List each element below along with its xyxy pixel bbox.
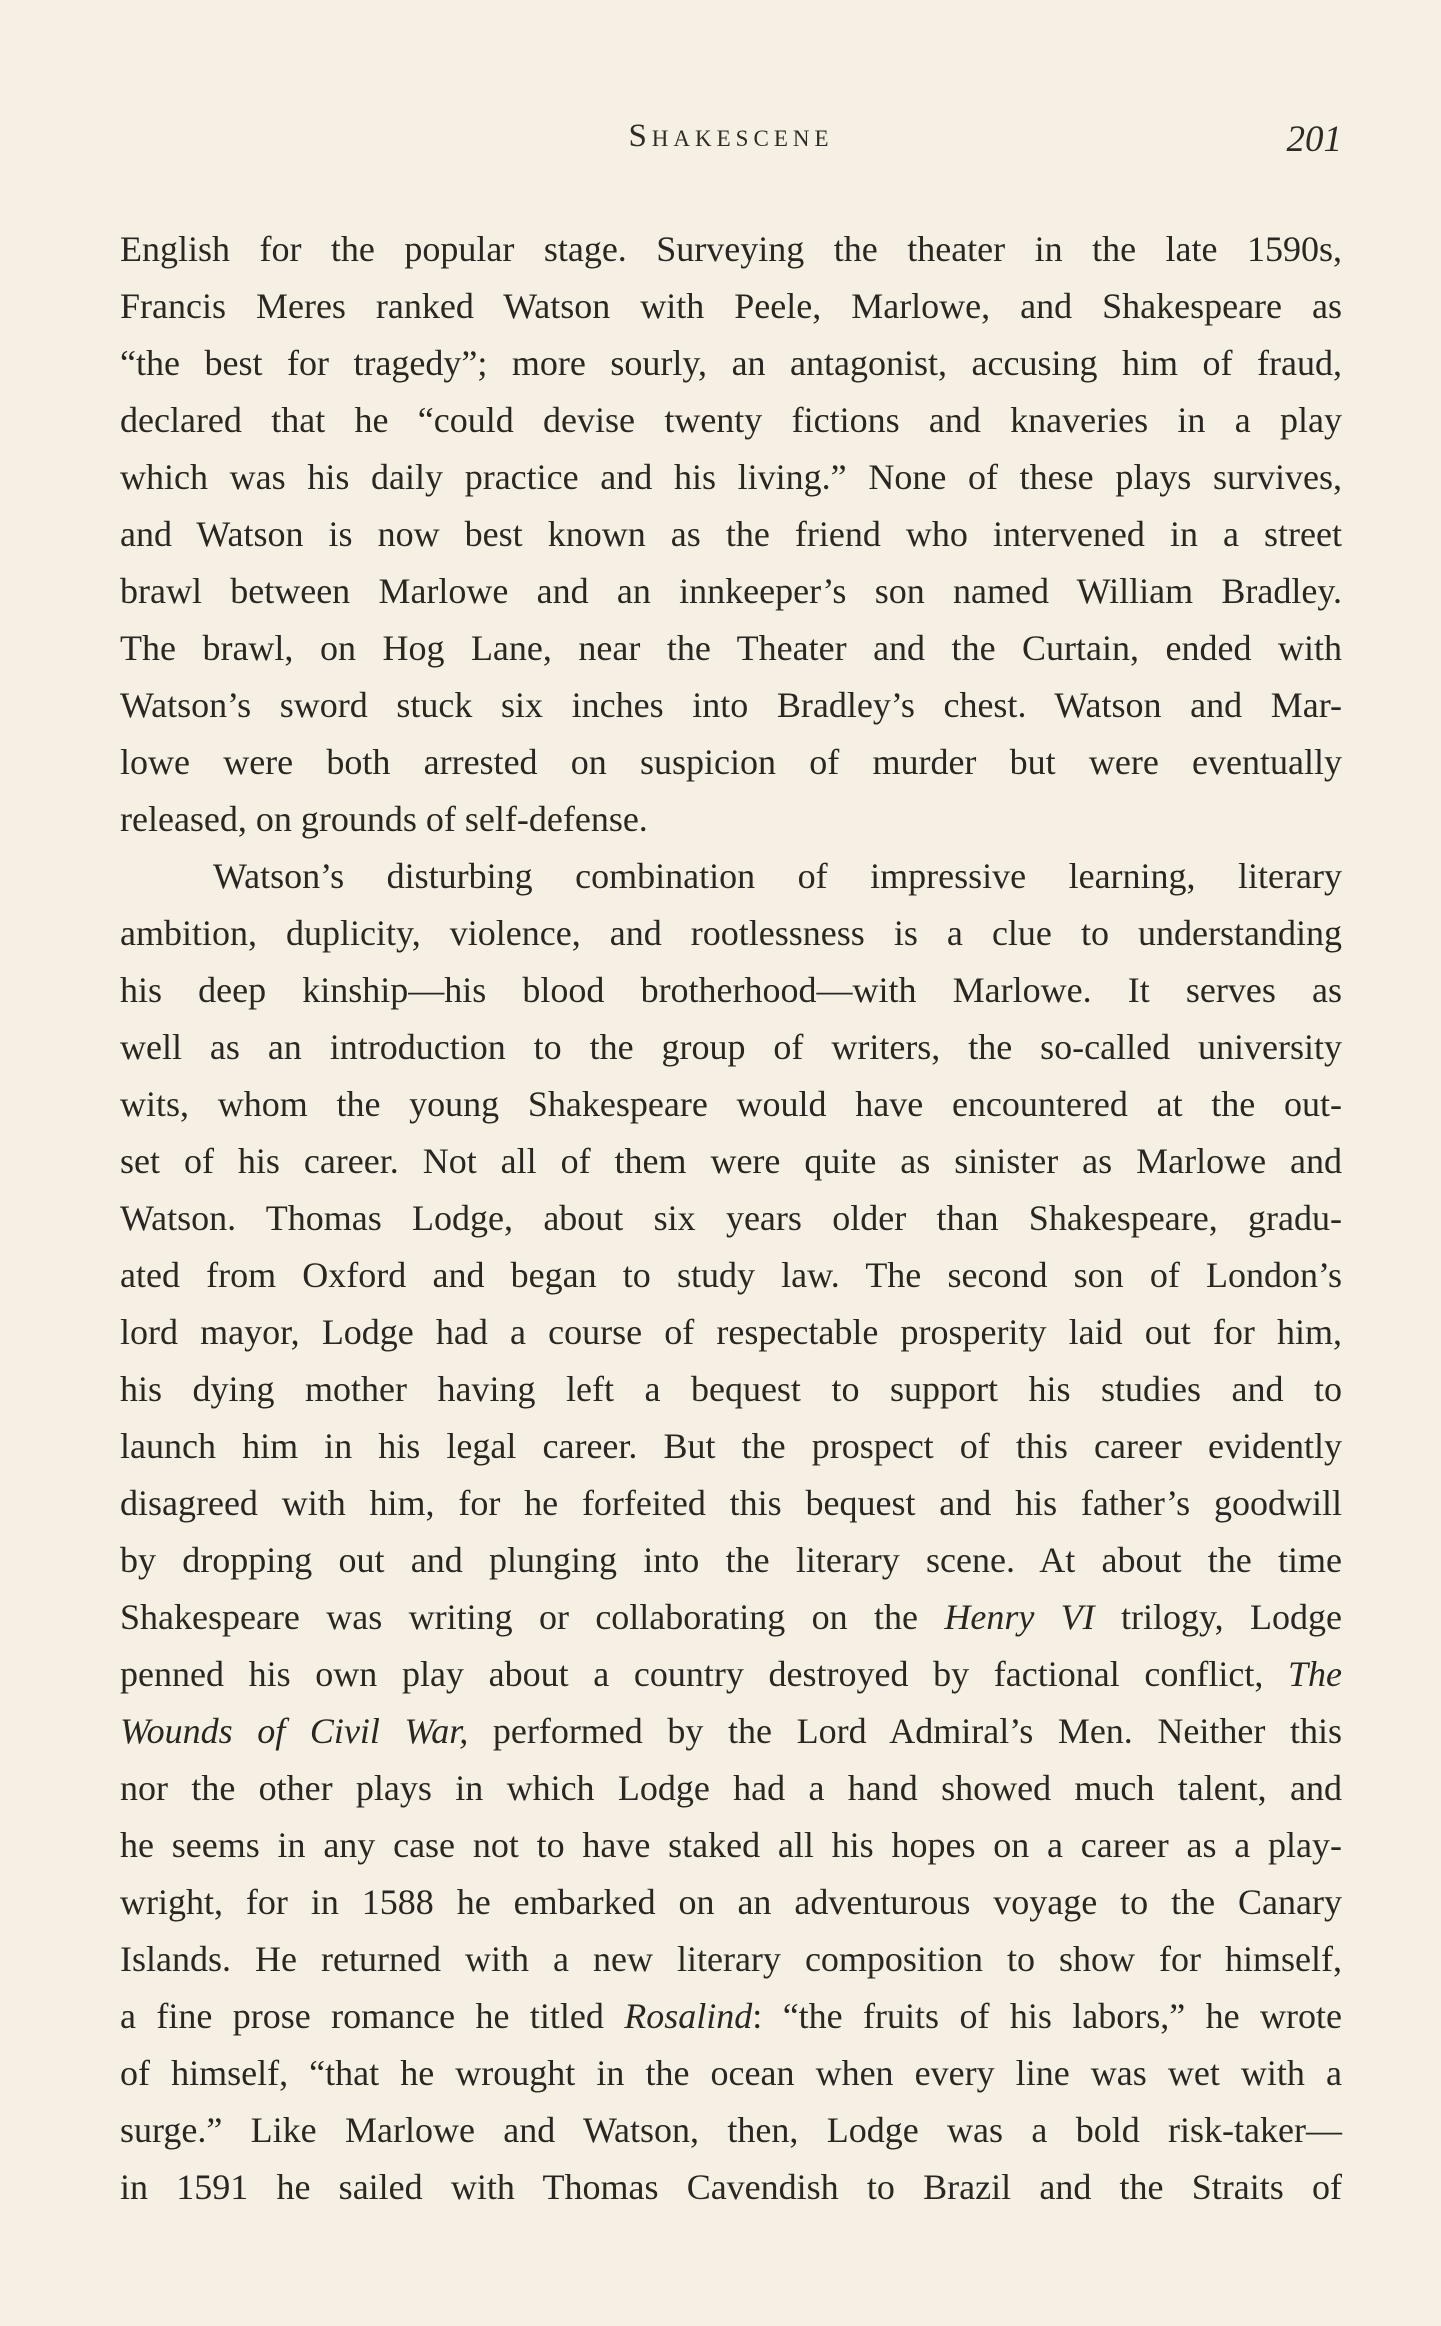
text-line [120,1988,1342,2045]
text-line: wright, for in 1588 he embarked on an adventurous voyage to the Canary [120,1882,1342,1922]
play-title-henry-vi: Henry VI [944,1597,1095,1637]
text-line: set of his career. Not all of them were quite as sinister as Marlowe and [120,1141,1342,1181]
text-line: disagreed with him, for he forfeited this bequest and his father’s goodwill [120,1483,1342,1523]
paragraph-end-line: released, on grounds of self-defense. [120,799,648,839]
text-line: his dying mother having left a bequest to support his studies and to [120,1369,1342,1409]
text-line: launch him in his legal career. But the prospect of this career evidently [120,1426,1342,1466]
text-line: of himself, “that he wrought in the ocean when every line was wet with a [120,2053,1342,2093]
text-line: ambition, duplicity, violence, and rootlessness is a clue to understanding [120,913,1342,953]
body-text [120,221,1342,2216]
page-number: 201 [1286,119,1342,160]
text-line: Watson. Thomas Lodge, about six years older than Shakespeare, gradu- [120,1198,1342,1238]
text-line: lowe were both arrested on suspicion of murder but were eventually [120,742,1342,782]
text-line: The brawl, on Hog Lane, near the Theater and the Curtain, ended with [120,628,1342,668]
text-line [120,1703,1342,1760]
text-line: declared that he “could devise twenty fictions and knaveries in a play [120,400,1342,440]
text-line: which was his daily practice and his living.” None of these plays survives, [120,457,1342,497]
text-line: well as an introduction to the group of writers, the so-called university [120,1027,1342,1067]
line-text: performed by the Lord Admiral’s Men. Neither this [468,1711,1342,1751]
line-text: : “the fruits of his labors,” he wrote [752,1996,1342,2036]
paragraph-start-line: Watson’s disturbing combination of impressive learning, literary [213,856,1342,896]
text-line: ated from Oxford and began to study law. The second son of London’s [120,1255,1342,1295]
text-line: he seems in any case not to have staked all his hopes on a career as a play- [120,1825,1342,1865]
line-text: Shakespeare was writing or collaborating on the [120,1597,945,1637]
text-line: by dropping out and plunging into the literary scene. At about the time [120,1540,1342,1580]
text-line: surge.” Like Marlowe and Watson, then, Lodge was a bold risk-taker— [120,2110,1342,2150]
book-title-rosalind: Rosalind [624,1996,753,2036]
text-line [120,1589,1342,1646]
text-line: lord mayor, Lodge had a course of respectable prosperity laid out for him, [120,1312,1342,1352]
line-text: a fine prose romance he titled [120,1996,625,2036]
play-title-wounds-part1: The [1288,1654,1342,1694]
text-line: and Watson is now best known as the friend who intervened in a street [120,514,1342,554]
text-line: Francis Meres ranked Watson with Peele, Marlowe, and Shakespeare as [120,286,1342,326]
text-line: Islands. He returned with a new literary composition to show for himself, [120,1939,1342,1979]
text-line: his deep kinship—his blood brotherhood—with Marlowe. It serves as [120,970,1342,1010]
text-line: brawl between Marlowe and an innkeeper’s son named William Bradley. [120,571,1342,611]
running-head [120,118,1342,162]
text-line: “the best for tragedy”; more sourly, an antagonist, accusing him of fraud, [120,343,1342,383]
text-line: wits, whom the young Shakespeare would have encountered at the out- [120,1084,1342,1124]
text-line: Watson’s sword stuck six inches into Bradley’s chest. Watson and Mar- [120,685,1342,725]
text-line [120,1646,1342,1703]
text-line: English for the popular stage. Surveying the theater in the late 1590s, [120,229,1342,269]
line-text: trilogy, Lodge [1094,1597,1343,1637]
text-line: nor the other plays in which Lodge had a hand showed much talent, and [120,1768,1342,1808]
running-title: Shakescene [628,118,834,154]
line-text: penned his own play about a country destroyed by factional conflict, [120,1654,1288,1694]
play-title-wounds-part2: Wounds of Civil War, [120,1711,469,1751]
text-line: in 1591 he sailed with Thomas Cavendish to Brazil and the Straits of [120,2167,1342,2207]
